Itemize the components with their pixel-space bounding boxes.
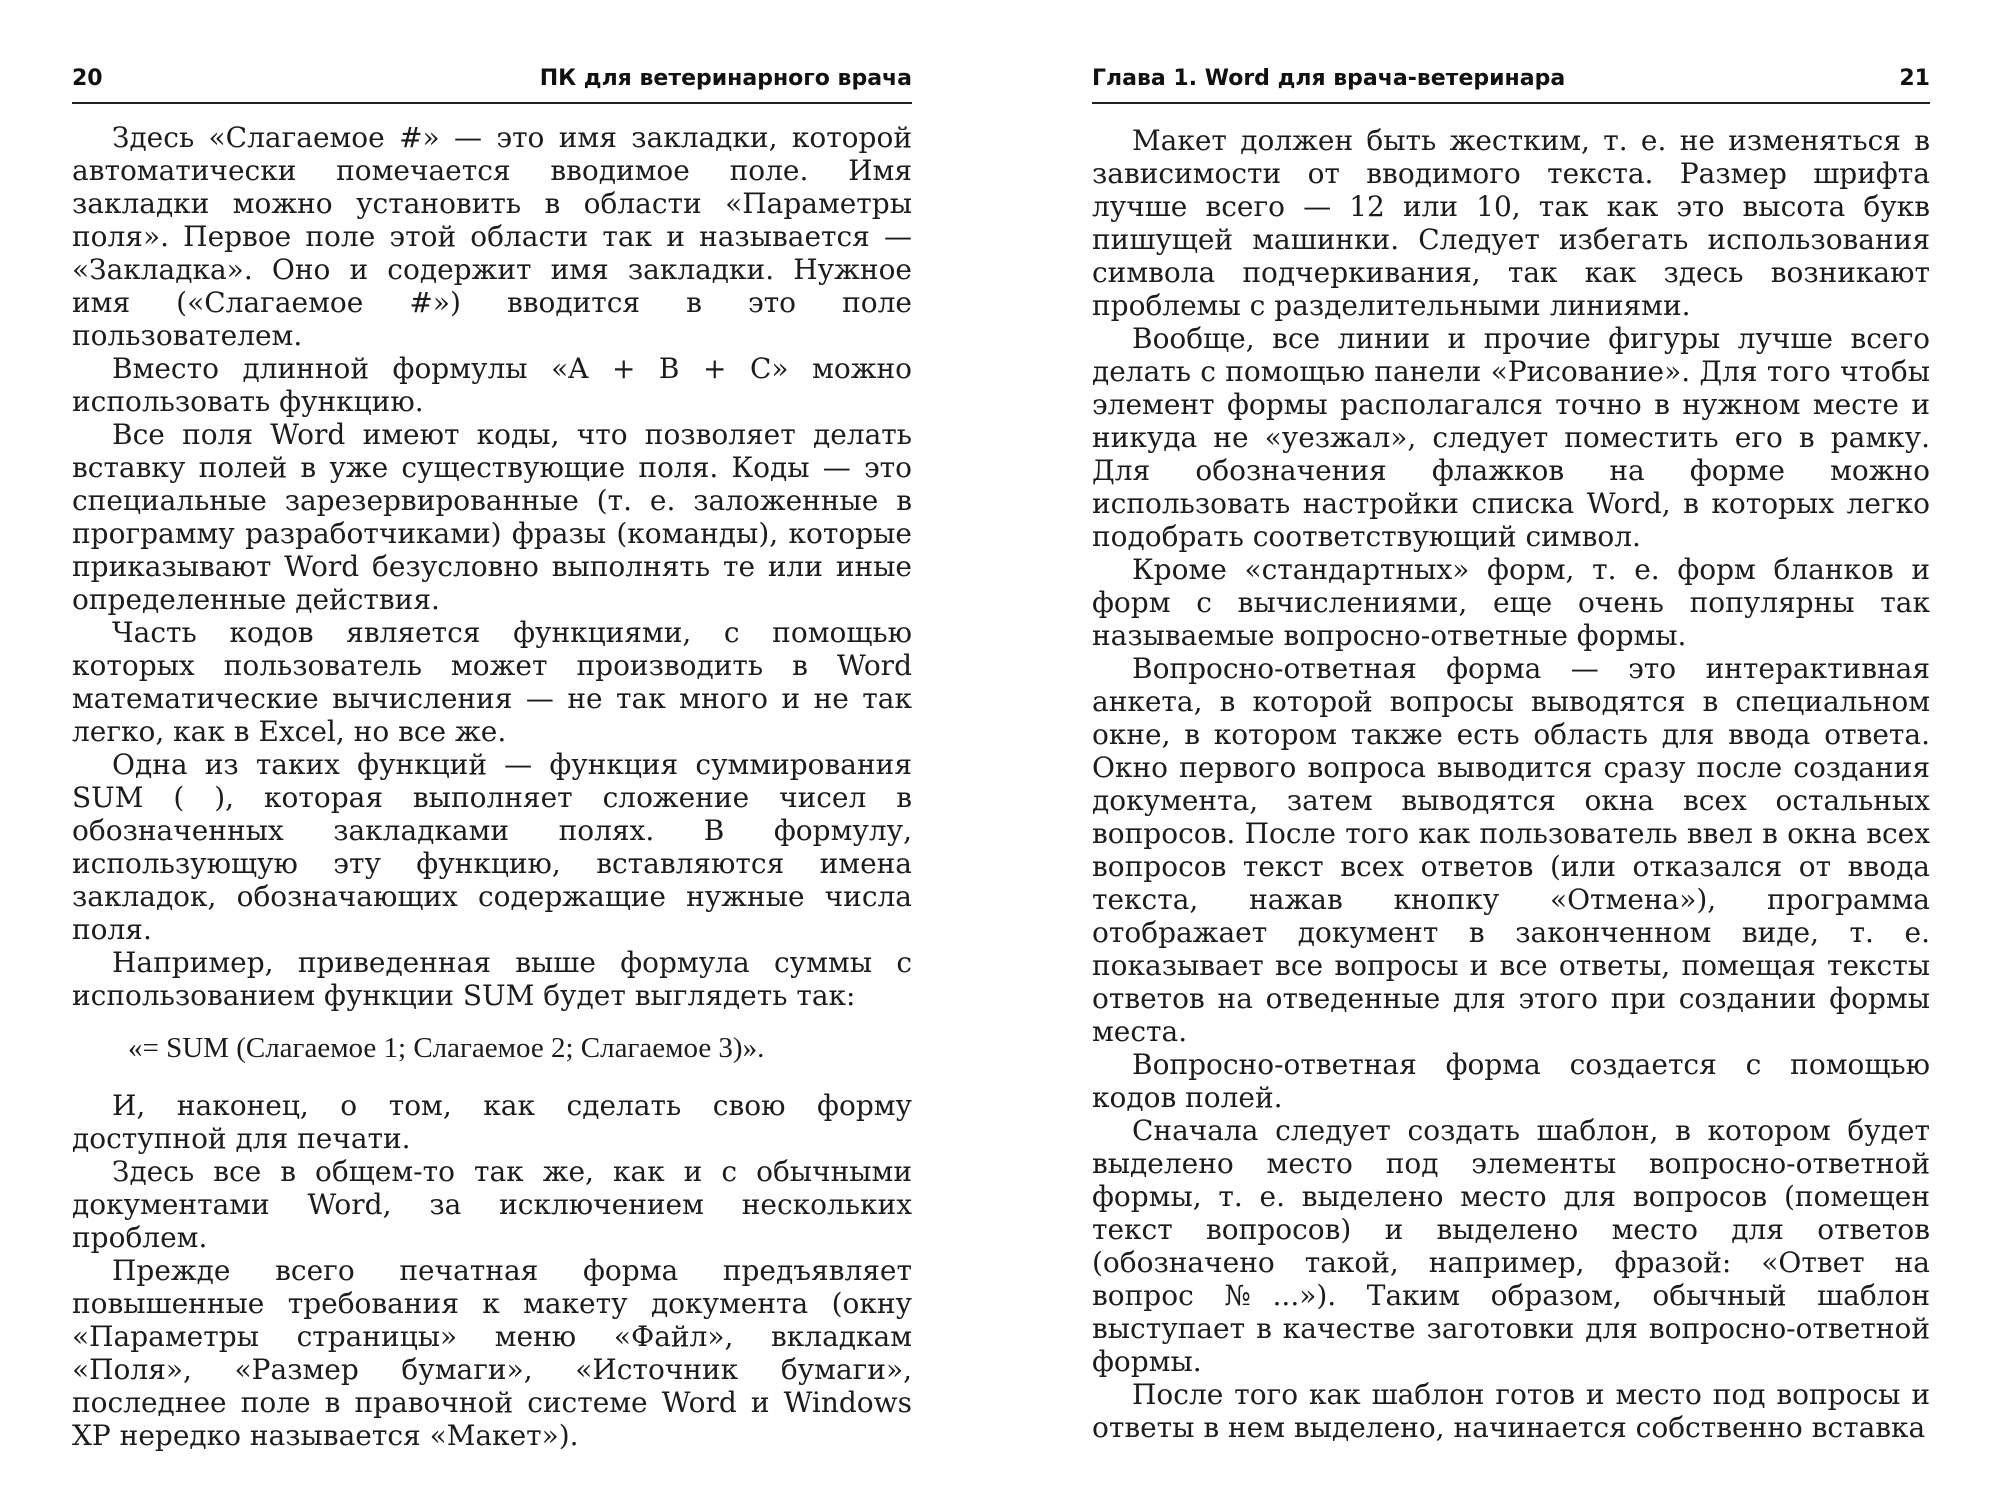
paragraph: Сначала следует создать шаблон, в котором будет выделено место под элементы вопросно-ответной формы, т. е. выделено место для вопросов (помещен текст вопросов) и выделено место для ответов (обозначено такой, например, фразой: «Ответ на вопрос №...»). Таким образом, обычный шаблон выступает в качестве заготовки для вопросно-ответной формы. xyxy=(1092,1114,1930,1378)
page-body xyxy=(1092,124,1930,1444)
paragraph: Кроме «стандартных» форм, т. е. форм бланков и форм с вычислениями, еще очень популярны так называемые вопросно-ответные формы. xyxy=(1092,553,1930,652)
paragraph: Прежде всего печатная форма предъявляет повышенные требования к макету документа (окну «Параметры страницы» меню «Файл», вкладкам «Поля», «Размер бумаги», «Источник бумаги», последнее поле в правочной системе Word и Windows XP нередко называется «Макет»). xyxy=(72,1254,912,1452)
running-head xyxy=(1092,62,1930,104)
paragraph: И, наконец, о том, как сделать свою форму доступной для печати. xyxy=(72,1089,912,1155)
paragraph: Здесь все в общем-то так же, как и с обычными документами Word, за исключением нескольких проблем. xyxy=(72,1155,912,1254)
page-number: 20 xyxy=(72,66,103,91)
paragraph: Часть кодов является функциями, с помощью которых пользователь может производить в Word математические вычисления — не так много и не так легко, как в Excel, но все же. xyxy=(72,616,912,748)
paragraph: Все поля Word имеют коды, что позволяет делать вставку полей в уже существующие поля. Коды — это специальные зарезервированные (т. е. заложенные в программу разработчиками) фразы (команды), которые приказывают Word безусловно выполнять те или иные определенные действия. xyxy=(72,418,912,616)
formula: «= SUM (Слагаемое 1; Слагаемое 2; Слагаемое 3)». xyxy=(128,1032,765,1064)
page-body xyxy=(72,121,912,1452)
paragraph: Вопросно-ответная форма создается с помощью кодов полей. xyxy=(1092,1048,1930,1114)
paragraph: После того как шаблон готов и место под вопросы и ответы в нем выделено, начинается собственно вставка xyxy=(1092,1378,1930,1444)
paragraph: Здесь «Слагаемое #» — это имя закладки, которой автоматически помечается вводимое поле. Имя закладки можно установить в области «Параметры поля». Первое поле этой области так и называется — «Закладка». Оно и содержит имя закладки. Нужное имя («Слагаемое #») вводится в это поле пользователем. xyxy=(72,121,912,352)
running-title: ПК для ветеринарного врача xyxy=(539,66,912,91)
paragraph: Одна из таких функций — функция суммирования SUM ( ), которая выполняет сложение чисел в обозначенных закладками полях. В формулу, использующую эту функцию, вставляются имена закладок, обозначающих содержащие нужные числа поля. xyxy=(72,748,912,946)
page-number: 21 xyxy=(1899,66,1930,91)
paragraph: Вопросно-ответная форма — это интерактивная анкета, в которой вопросы выводятся в специальном окне, в котором также есть область для ввода ответа. Окно первого вопроса выводится сразу после создания документа, затем выводятся окна всех остальных вопросов. После того как пользователь ввел в окна всех вопросов текст всех ответов (или отказался от ввода текста, нажав кнопку «Отмена»), программа отображает документ в законченном виде, т. е. показывает все вопросы и все ответы, помещая тексты ответов на отведенные для этого при создании формы места. xyxy=(1092,652,1930,1048)
running-head xyxy=(72,62,912,104)
paragraph: Макет должен быть жестким, т. е. не изменяться в зависимости от вводимого текста. Размер шрифта лучше всего — 12 или 10, так как это высота букв пишущей машинки. Следует избегать использования символа подчеркивания, так как здесь возникают проблемы с разделительными линиями. xyxy=(1092,124,1930,322)
paragraph: Вообще, все линии и прочие фигуры лучше всего делать с помощью панели «Рисование». Для того чтобы элемент формы располагался точно в нужном месте и никуда не «уезжал», следует поместить его в рамку. Для обозначения флажков на форме можно использовать настройки списка Word, в которых легко подобрать соответствующий символ. xyxy=(1092,322,1930,553)
running-title: Глава 1. Word для врача-ветеринара xyxy=(1092,66,1566,91)
paragraph: Вместо длинной формулы «A + B + C» можно использовать функцию. xyxy=(72,352,912,418)
paragraph: Например, приведенная выше формула суммы с использованием функции SUM будет выглядеть так: xyxy=(72,946,912,1012)
